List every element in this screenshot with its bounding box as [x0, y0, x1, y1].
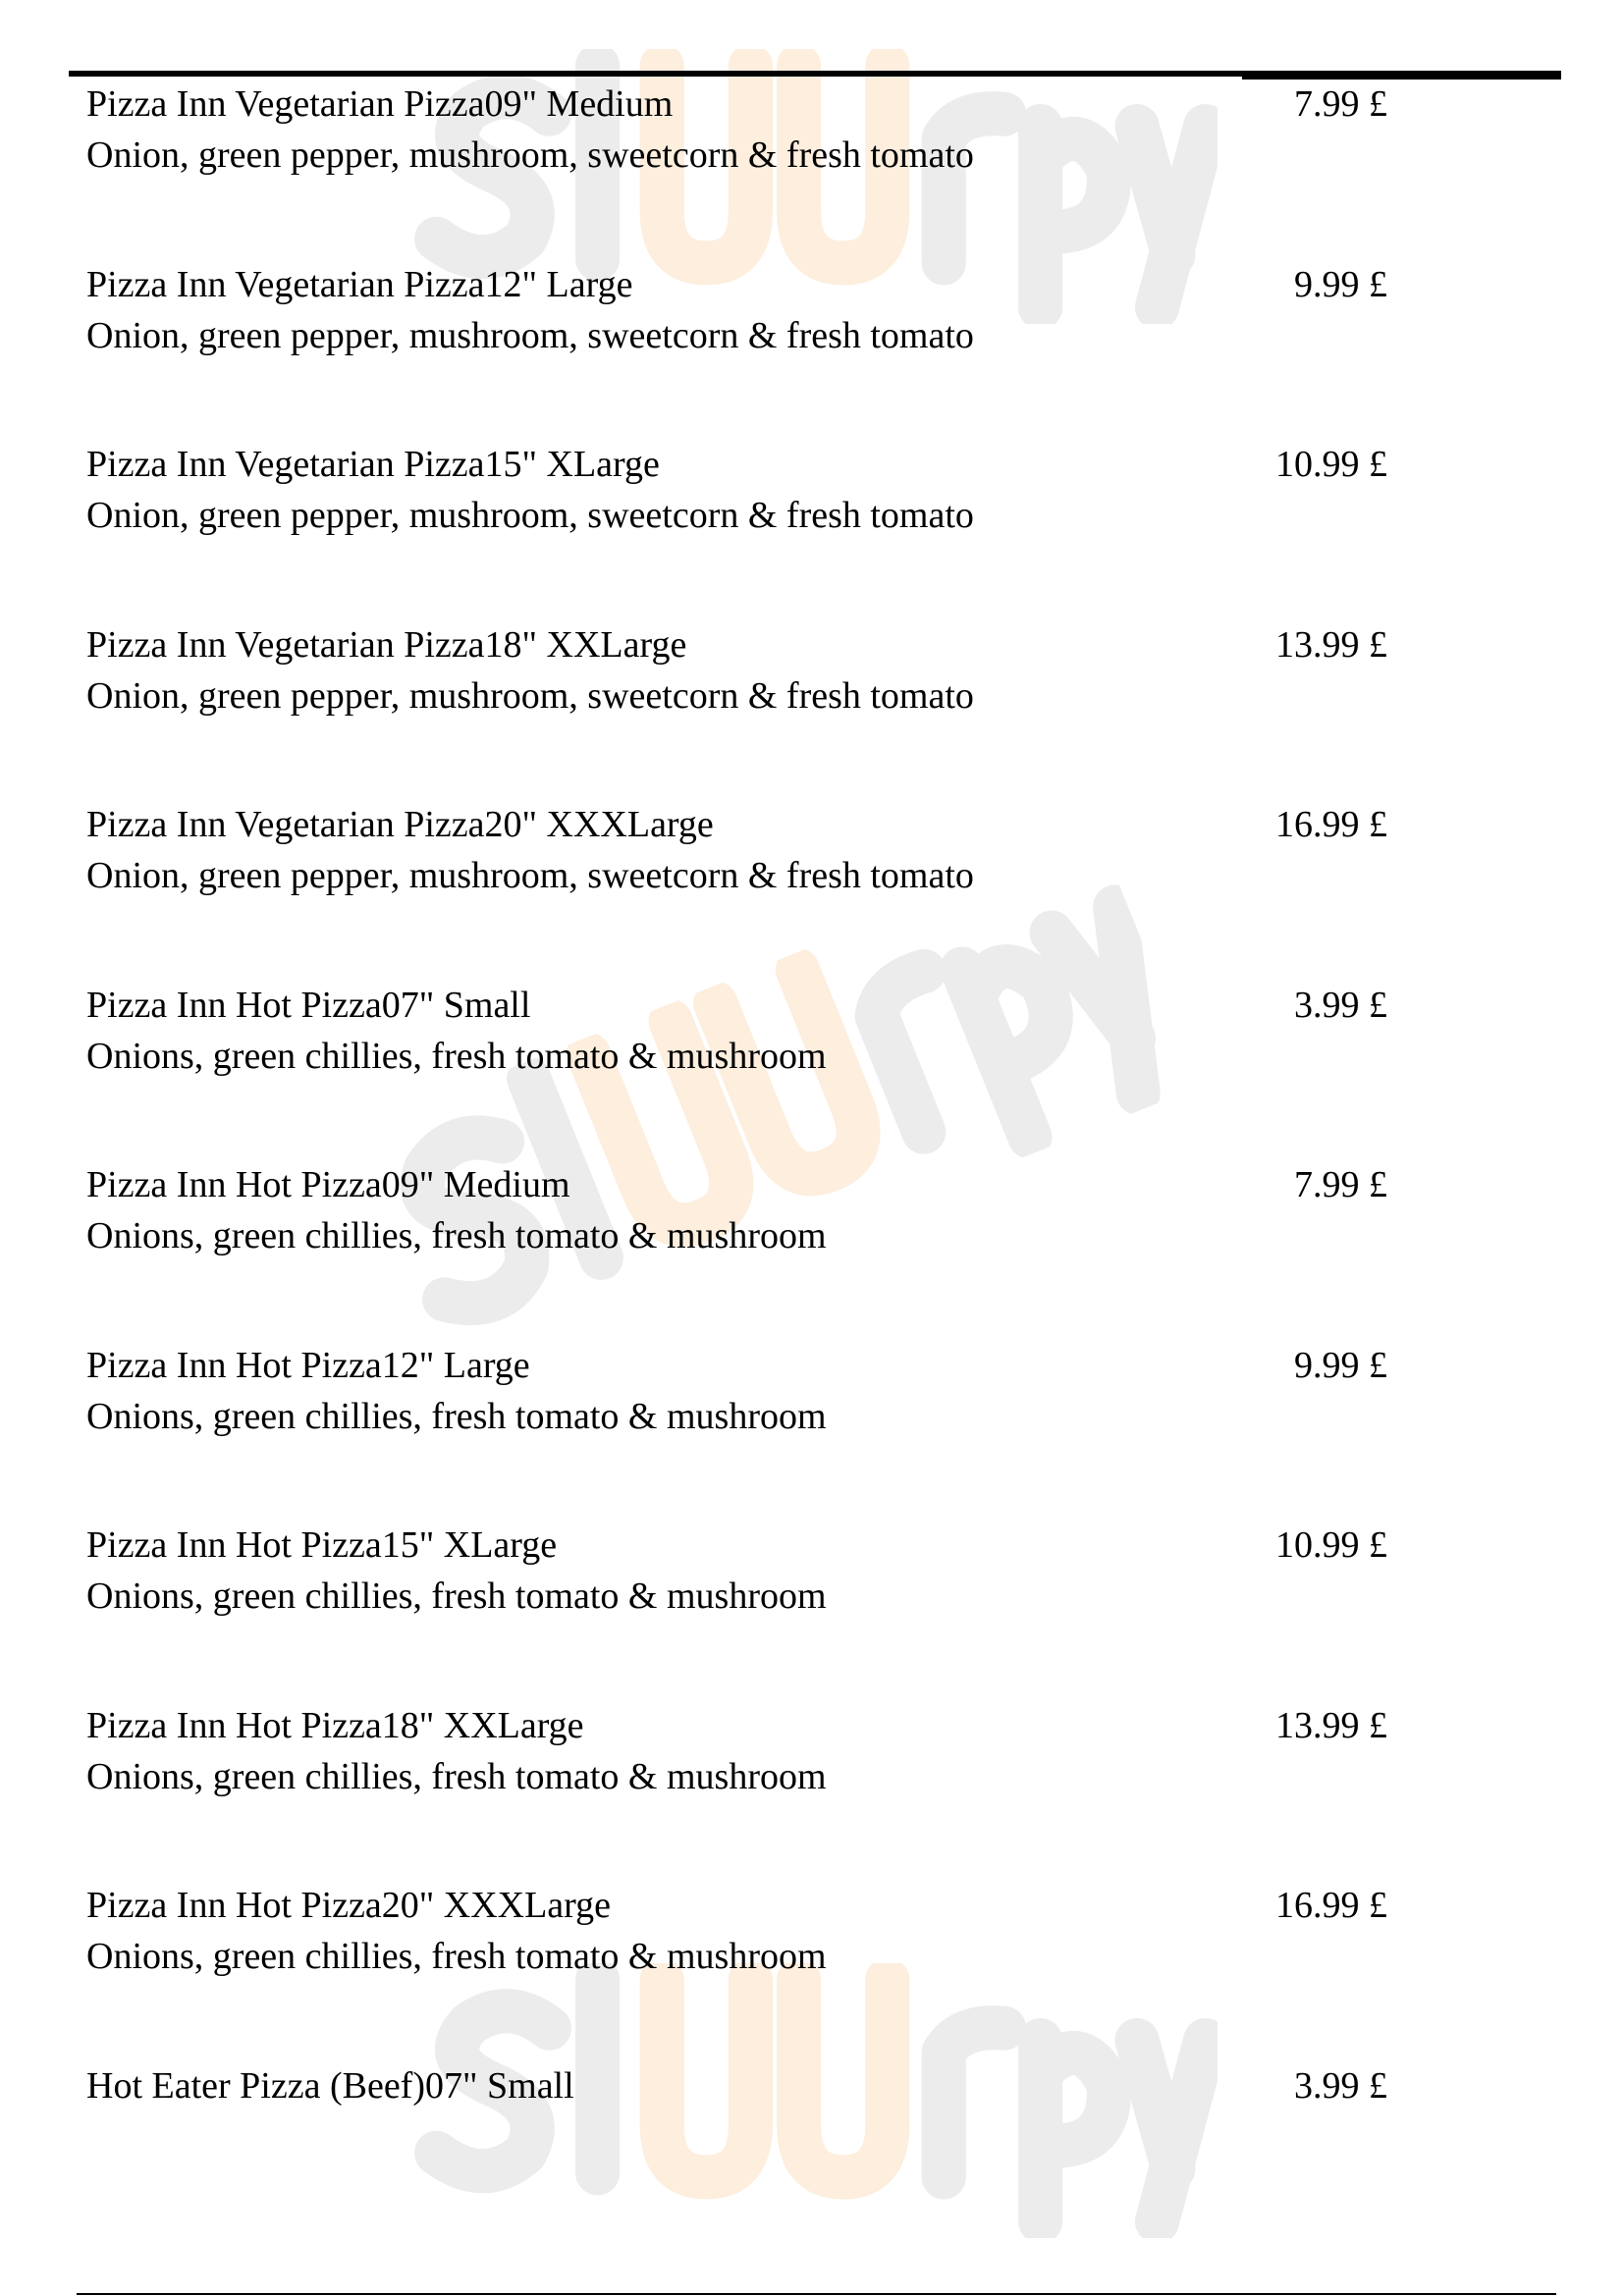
menu-item-price: 10.99 £: [1275, 1524, 1387, 1566]
menu-item-title: Pizza Inn Vegetarian Pizza15" XLarge: [86, 444, 660, 485]
menu-item-description: Onions, green chillies, fresh tomato & mushroom: [86, 1035, 827, 1077]
menu-item-price: 10.99 £: [1275, 444, 1387, 485]
menu-item: [0, 619, 1624, 800]
menu-item-description: Onion, green pepper, mushroom, sweetcorn & fresh tomato: [86, 674, 974, 717]
menu-item-price: 3.99 £: [1294, 984, 1387, 1026]
menu-item-price: 13.99 £: [1275, 623, 1387, 666]
menu-item: [0, 1340, 1624, 1521]
menu-item-description: Onions, green chillies, fresh tomato & mushroom: [86, 1215, 827, 1256]
top-rule: [69, 71, 1242, 77]
menu-item-title: Pizza Inn Vegetarian Pizza20" XXXLarge: [86, 804, 714, 845]
menu-item: [0, 259, 1624, 440]
menu-item: [0, 1520, 1624, 1700]
menu-item-title: Pizza Inn Vegetarian Pizza18" XXLarge: [86, 623, 687, 666]
menu-item-description: Onion, green pepper, mushroom, sweetcorn & fresh tomato: [86, 134, 974, 176]
menu-item-title: Pizza Inn Hot Pizza09" Medium: [86, 1164, 570, 1205]
menu-item-price: 16.99 £: [1275, 804, 1387, 845]
menu-item: [0, 2060, 1624, 2241]
menu-item-price: 7.99 £: [1294, 83, 1387, 125]
menu-item-price: 9.99 £: [1294, 263, 1387, 305]
menu-item-title: Pizza Inn Vegetarian Pizza12" Large: [86, 263, 633, 305]
menu-item-description: Onion, green pepper, mushroom, sweetcorn & fresh tomato: [86, 495, 974, 536]
menu-item: [0, 1700, 1624, 1881]
menu-item-price: 16.99 £: [1275, 1885, 1387, 1926]
menu-item: [0, 79, 1624, 259]
menu-item-price: 7.99 £: [1294, 1164, 1387, 1205]
menu-item-title: Pizza Inn Hot Pizza18" XXLarge: [86, 1704, 584, 1746]
menu-item-price: 9.99 £: [1294, 1344, 1387, 1386]
menu-item: [0, 439, 1624, 619]
menu-item-description: Onions, green chillies, fresh tomato & mushroom: [86, 1575, 827, 1617]
menu-item-title: Hot Eater Pizza (Beef)07" Small: [86, 2064, 574, 2107]
menu-item-title: Pizza Inn Hot Pizza20" XXXLarge: [86, 1885, 611, 1926]
menu-item-description: Onions, green chillies, fresh tomato & mushroom: [86, 1936, 827, 1977]
menu-item-description: Onions, green chillies, fresh tomato & mushroom: [86, 1395, 827, 1437]
menu-item: [0, 980, 1624, 1160]
menu-item-title: Pizza Inn Vegetarian Pizza09" Medium: [86, 83, 674, 125]
menu-item: [0, 1159, 1624, 1340]
menu-item-description: Onion, green pepper, mushroom, sweetcorn & fresh tomato: [86, 314, 974, 356]
menu-item-price: 3.99 £: [1294, 2064, 1387, 2107]
menu-item-title: Pizza Inn Hot Pizza12" Large: [86, 1344, 530, 1386]
menu-list: [0, 79, 1624, 2240]
bottom-rule: [77, 2293, 1556, 2295]
menu-item: [0, 1880, 1624, 2060]
menu-item-description: Onion, green pepper, mushroom, sweetcorn & fresh tomato: [86, 855, 974, 896]
menu-item-title: Pizza Inn Hot Pizza15" XLarge: [86, 1524, 558, 1566]
menu-item-description: Onions, green chillies, fresh tomato & mushroom: [86, 1755, 827, 1797]
menu-item-title: Pizza Inn Hot Pizza07" Small: [86, 984, 531, 1026]
menu-item-price: 13.99 £: [1275, 1704, 1387, 1746]
menu-item: [0, 799, 1624, 980]
